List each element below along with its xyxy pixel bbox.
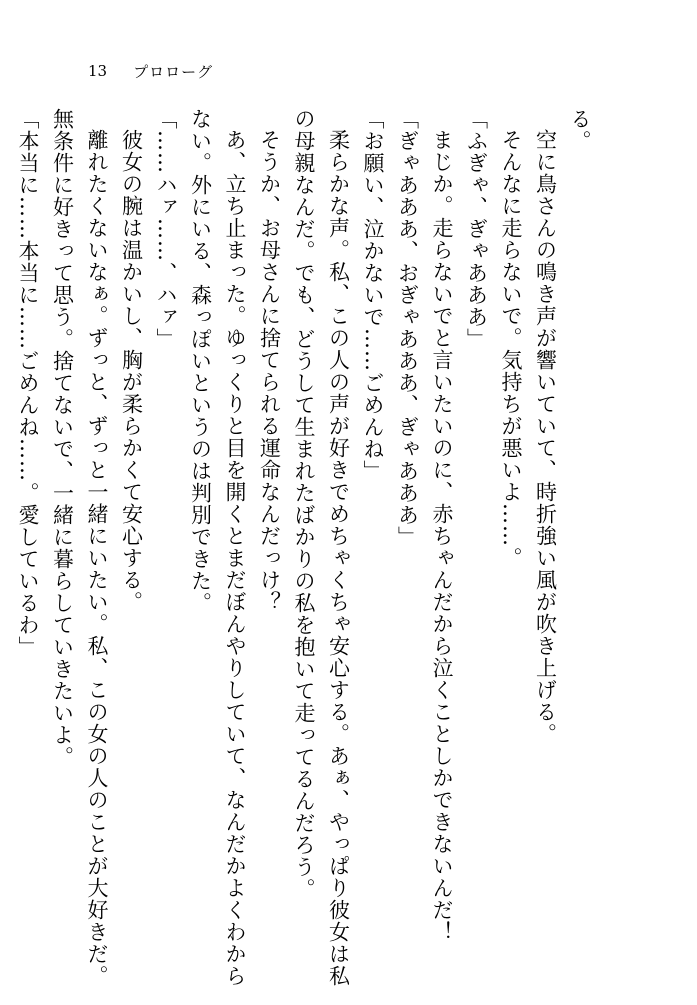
text-line: あ、立ち止まった。ゆっくりと目を開くとまだぼんやりしていて、なんだかよくわから <box>223 129 247 987</box>
text-line: 「お願い、泣かないで……ごめんね」 <box>361 108 385 482</box>
text-line: 離れたくないなぁ。ずっと、ずっと一緒にいたい。私、この女の人のことが大好きだ。 <box>85 129 109 987</box>
text-line: 「ふぎゃ、ぎゃあああ」 <box>464 108 489 350</box>
chapter-title: プロローグ <box>133 62 214 81</box>
text-line: 柔らかな声。私、この人の声が好きでめちゃくちゃ安心する。あぁ、やっぱり彼女は私 <box>326 129 351 987</box>
text-line: の母親なんだ。でも、どうして生まれたばかりの私を抱いて走ってるんだろう。 <box>292 108 316 900</box>
running-header <box>88 60 213 82</box>
vertical-body-text <box>11 108 598 988</box>
text-line: 「ぎゃあああ、おぎゃあああ、ぎゃあああ」 <box>395 108 420 548</box>
text-line: まじか。走らないでと言いたいのに、赤ちゃんだから泣くことしかできないんだ！ <box>430 129 454 943</box>
page-number: 13 <box>88 62 108 80</box>
text-line: そうか、お母さんに捨てられる運命なんだっけ？ <box>257 129 282 613</box>
text-line: そんなに走らないで。気持ちが悪いよ……。 <box>499 129 523 569</box>
text-line: 無条件に好きって思う。捨てないで、一緒に暮らしていきたいよ。 <box>50 108 75 768</box>
text-line: 空に鳥さんの鳴き声が響いていて、時折強い風が吹き上げる。 <box>533 129 558 745</box>
text-line: 彼女の腕は温かいし、胸が柔らかくて安心する。 <box>119 129 144 613</box>
text-line: 「……ハァ……、ハァ」 <box>154 108 178 350</box>
text-line: 「本当に……本当に……ごめんね……。愛しているわ」 <box>16 108 40 658</box>
text-line: ない。外にいる、森っぽいというのは判別できた。 <box>188 108 213 614</box>
text-line: る。 <box>568 108 592 152</box>
